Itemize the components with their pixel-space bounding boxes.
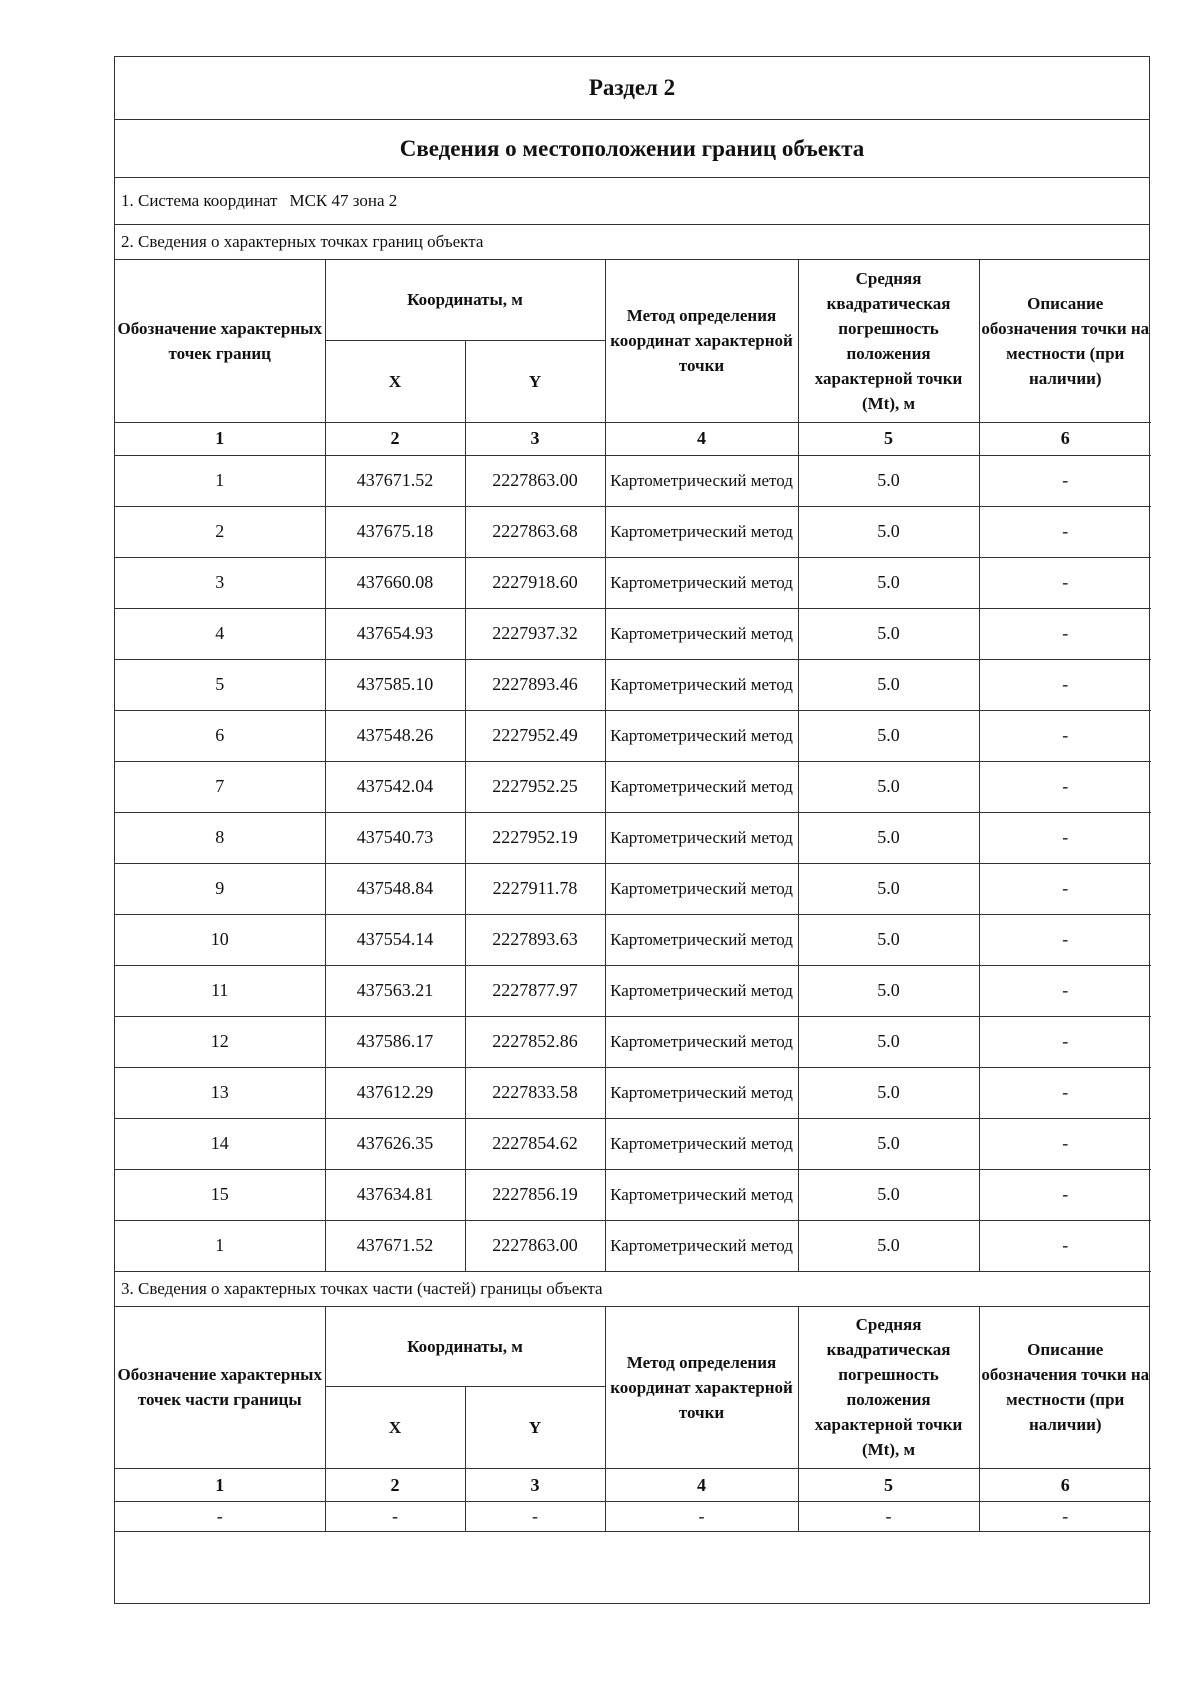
x-cell: 437585.10 <box>325 659 465 710</box>
col-number: 5 <box>798 422 979 455</box>
coord-system-line <box>115 178 1149 225</box>
error-cell: 5.0 <box>798 914 979 965</box>
point-cell: 1 <box>115 1220 325 1271</box>
description-cell: - <box>979 914 1151 965</box>
x-cell: 437626.35 <box>325 1118 465 1169</box>
table-row <box>115 1016 1151 1067</box>
document-sheet <box>114 56 1150 1604</box>
x-cell: 437542.04 <box>325 761 465 812</box>
error-cell: 5.0 <box>798 863 979 914</box>
y-cell: 2227833.58 <box>465 1067 605 1118</box>
y-cell: 2227952.19 <box>465 812 605 863</box>
y-cell: 2227937.32 <box>465 608 605 659</box>
header-point: Обозначение характерных точек части границы <box>115 1307 325 1469</box>
description-cell: - <box>979 965 1151 1016</box>
method-cell: Картометрический метод <box>605 455 798 506</box>
description-cell: - <box>979 608 1151 659</box>
table-row <box>115 812 1151 863</box>
method-cell: Картометрический метод <box>605 710 798 761</box>
x-cell: 437654.93 <box>325 608 465 659</box>
method-cell: Картометрический метод <box>605 812 798 863</box>
method-cell: Картометрический метод <box>605 1169 798 1220</box>
method-cell: Картометрический метод <box>605 608 798 659</box>
description-cell: - <box>979 1169 1151 1220</box>
error-cell: 5.0 <box>798 455 979 506</box>
description-cell: - <box>979 1016 1151 1067</box>
y-cell: 2227856.19 <box>465 1169 605 1220</box>
point-cell: 15 <box>115 1169 325 1220</box>
error-cell: 5.0 <box>798 1220 979 1271</box>
table-row <box>115 659 1151 710</box>
point-cell: 9 <box>115 863 325 914</box>
table-row <box>115 608 1151 659</box>
error-cell: 5.0 <box>798 608 979 659</box>
error-cell: 5.0 <box>798 557 979 608</box>
x-cell: 437563.21 <box>325 965 465 1016</box>
description-cell: - <box>979 863 1151 914</box>
table-row <box>115 863 1151 914</box>
header-error: Средняя квадратическая погрешность положения характерной точки (Mt), м <box>798 260 979 422</box>
error-cell: 5.0 <box>798 761 979 812</box>
x-cell: 437660.08 <box>325 557 465 608</box>
method-cell: Картометрический метод <box>605 557 798 608</box>
y-cell: 2227952.49 <box>465 710 605 761</box>
error-cell: 5.0 <box>798 1067 979 1118</box>
boundary-points-body <box>115 455 1151 1271</box>
boundary-points-table <box>115 260 1151 1272</box>
description-cell: - <box>979 1220 1151 1271</box>
y-cell: 2227852.86 <box>465 1016 605 1067</box>
col-number: 4 <box>605 422 798 455</box>
method-cell: - <box>605 1502 798 1532</box>
point-cell: 8 <box>115 812 325 863</box>
x-cell: 437554.14 <box>325 914 465 965</box>
col-number: 2 <box>325 422 465 455</box>
header-coords: Координаты, м <box>325 1307 605 1387</box>
description-cell: - <box>979 1118 1151 1169</box>
header-error: Средняя квадратическая погрешность положения характерной точки (Mt), м <box>798 1307 979 1469</box>
x-cell: 437675.18 <box>325 506 465 557</box>
table-row <box>115 1169 1151 1220</box>
header-x: X <box>325 340 465 422</box>
y-cell: 2227893.46 <box>465 659 605 710</box>
method-cell: Картометрический метод <box>605 863 798 914</box>
error-cell: 5.0 <box>798 1169 979 1220</box>
table-row <box>115 761 1151 812</box>
header-point: Обозначение характерных точек границ <box>115 260 325 422</box>
col-number: 2 <box>325 1469 465 1502</box>
x-cell: 437634.81 <box>325 1169 465 1220</box>
x-cell: 437540.73 <box>325 812 465 863</box>
error-cell: 5.0 <box>798 506 979 557</box>
error-cell: 5.0 <box>798 1016 979 1067</box>
header-coords: Координаты, м <box>325 260 605 340</box>
table-row <box>115 1502 1151 1532</box>
x-cell: 437671.52 <box>325 1220 465 1271</box>
x-cell: 437548.26 <box>325 710 465 761</box>
point-cell: 11 <box>115 965 325 1016</box>
description-cell: - <box>979 557 1151 608</box>
point-cell: 10 <box>115 914 325 965</box>
y-cell: 2227863.68 <box>465 506 605 557</box>
x-cell: 437671.52 <box>325 455 465 506</box>
table-row <box>115 710 1151 761</box>
col-number: 1 <box>115 1469 325 1502</box>
description-cell: - <box>979 761 1151 812</box>
col-number: 6 <box>979 422 1151 455</box>
method-cell: Картометрический метод <box>605 1016 798 1067</box>
error-cell: 5.0 <box>798 1118 979 1169</box>
col-number: 4 <box>605 1469 798 1502</box>
y-cell: 2227911.78 <box>465 863 605 914</box>
y-cell: - <box>465 1502 605 1532</box>
table-row <box>115 965 1151 1016</box>
point-cell: 2 <box>115 506 325 557</box>
description-cell: - <box>979 1502 1151 1532</box>
error-cell: 5.0 <box>798 710 979 761</box>
header-y: Y <box>465 340 605 422</box>
x-cell: 437612.29 <box>325 1067 465 1118</box>
col-number: 6 <box>979 1469 1151 1502</box>
point-cell: 1 <box>115 455 325 506</box>
table2-caption: 3. Сведения о характерных точках части (частей) границы объекта <box>115 1272 1149 1307</box>
x-cell: 437548.84 <box>325 863 465 914</box>
header-x: X <box>325 1387 465 1469</box>
section-title: Раздел 2 <box>115 57 1149 120</box>
method-cell: Картометрический метод <box>605 914 798 965</box>
header-description: Описание обозначения точки на местности (при наличии) <box>979 1307 1151 1469</box>
col-number: 5 <box>798 1469 979 1502</box>
description-cell: - <box>979 812 1151 863</box>
part-boundary-points-body <box>115 1502 1151 1532</box>
header-method: Метод определения координат характерной точки <box>605 260 798 422</box>
method-cell: Картометрический метод <box>605 506 798 557</box>
table-row <box>115 1220 1151 1271</box>
y-cell: 2227863.00 <box>465 1220 605 1271</box>
point-cell: 5 <box>115 659 325 710</box>
description-cell: - <box>979 710 1151 761</box>
description-cell: - <box>979 659 1151 710</box>
header-method: Метод определения координат характерной точки <box>605 1307 798 1469</box>
description-cell: - <box>979 1067 1151 1118</box>
point-cell: - <box>115 1502 325 1532</box>
header-y: Y <box>465 1387 605 1469</box>
method-cell: Картометрический метод <box>605 659 798 710</box>
description-cell: - <box>979 455 1151 506</box>
error-cell: 5.0 <box>798 659 979 710</box>
method-cell: Картометрический метод <box>605 965 798 1016</box>
error-cell: - <box>798 1502 979 1532</box>
y-cell: 2227952.25 <box>465 761 605 812</box>
col-number: 1 <box>115 422 325 455</box>
table-row <box>115 1118 1151 1169</box>
blank-footer-area <box>115 1532 1149 1600</box>
table-row <box>115 455 1151 506</box>
point-cell: 13 <box>115 1067 325 1118</box>
x-cell: - <box>325 1502 465 1532</box>
point-cell: 6 <box>115 710 325 761</box>
point-cell: 12 <box>115 1016 325 1067</box>
point-cell: 3 <box>115 557 325 608</box>
error-cell: 5.0 <box>798 812 979 863</box>
y-cell: 2227854.62 <box>465 1118 605 1169</box>
method-cell: Картометрический метод <box>605 1067 798 1118</box>
table-row <box>115 557 1151 608</box>
col-number: 3 <box>465 1469 605 1502</box>
description-cell: - <box>979 506 1151 557</box>
method-cell: Картометрический метод <box>605 1220 798 1271</box>
table-row <box>115 1067 1151 1118</box>
x-cell: 437586.17 <box>325 1016 465 1067</box>
table-row <box>115 914 1151 965</box>
coord-system-value: МСК 47 зона 2 <box>289 191 398 210</box>
part-boundary-points-table <box>115 1307 1151 1533</box>
col-number: 3 <box>465 422 605 455</box>
coord-system-label: 1. Система координат <box>121 191 278 210</box>
table-row <box>115 506 1151 557</box>
point-cell: 14 <box>115 1118 325 1169</box>
y-cell: 2227877.97 <box>465 965 605 1016</box>
method-cell: Картометрический метод <box>605 761 798 812</box>
point-cell: 4 <box>115 608 325 659</box>
header-description: Описание обозначения точки на местности (при наличии) <box>979 260 1151 422</box>
page-subtitle: Сведения о местоположении границ объекта <box>115 120 1149 178</box>
y-cell: 2227893.63 <box>465 914 605 965</box>
y-cell: 2227918.60 <box>465 557 605 608</box>
table1-caption: 2. Сведения о характерных точках границ объекта <box>115 225 1149 260</box>
point-cell: 7 <box>115 761 325 812</box>
y-cell: 2227863.00 <box>465 455 605 506</box>
method-cell: Картометрический метод <box>605 1118 798 1169</box>
error-cell: 5.0 <box>798 965 979 1016</box>
